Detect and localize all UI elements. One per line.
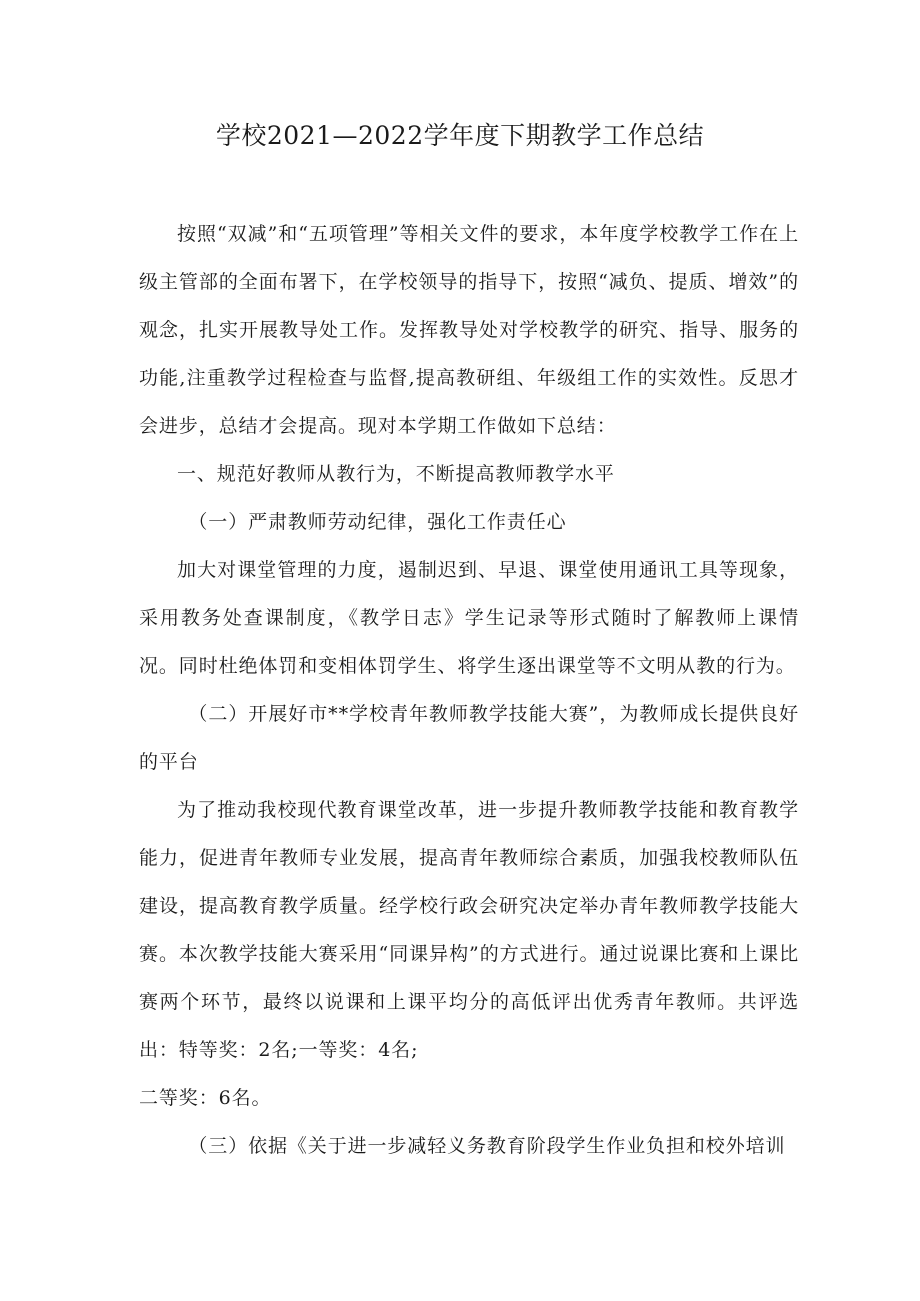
subsection-heading-1: （一）严肃教师劳动纪律，强化工作责任心: [188, 511, 567, 533]
section-heading-1: 一、规范好教师从教行为，不断提高教师教学水平: [177, 463, 615, 485]
subsection-heading-2: （二）开展好市**学校青年教师教学技能大赛”，为教师成长提供良好的平台: [139, 703, 799, 773]
subsection-heading-3: （三）依据《关于进一步减轻义务教育阶段学生作业负担和校外培训: [188, 1135, 786, 1157]
document-body: [139, 210, 799, 1170]
intro-paragraph: 按照“双减”和“五项管理”等相关文件的要求，本年度学校教学工作在上级主管部的全面布署下，在学校领导的指导下，按照“减负、提质、增效”的观念，扎实开展教导处工作。发挥教导处对学校教学的研究、指导、服务的功能,注重教学过程检查与监督,提高教研组、年级组工作的实效性。反思才会进步，总结才会提高。现对本学期工作做如下总结：: [139, 223, 799, 437]
paragraph-discipline: 加大对课堂管理的力度，遏制迟到、早退、课堂使用通讯工具等现象，采用教务处查课制度，《教学日志》学生记录等形式随时了解教师上课情况。同时杜绝体罚和变相体罚学生、将学生逐出课堂等不文明从教的行为。: [139, 559, 799, 677]
document-title: 学校2021—2022学年度下期教学工作总结: [215, 121, 705, 150]
paragraph-contest: 为了推动我校现代教育课堂改革，进一步提升教师教学技能和教育教学能力，促进青年教师专业发展，提高青年教师综合素质，加强我校教师队伍建设，提高教育教学质量。经学校行政会研究决定举办青年教师教学技能大赛。本次教学技能大赛采用“同课异构”的方式进行。通过说课比赛和上课比赛两个环节，最终以说课和上课平均分的高低评出优秀青年教师。共评选出：特等奖：2名;一等奖：4名;: [139, 799, 799, 1061]
paragraph-award-tail: 二等奖：6名。: [139, 1087, 272, 1109]
